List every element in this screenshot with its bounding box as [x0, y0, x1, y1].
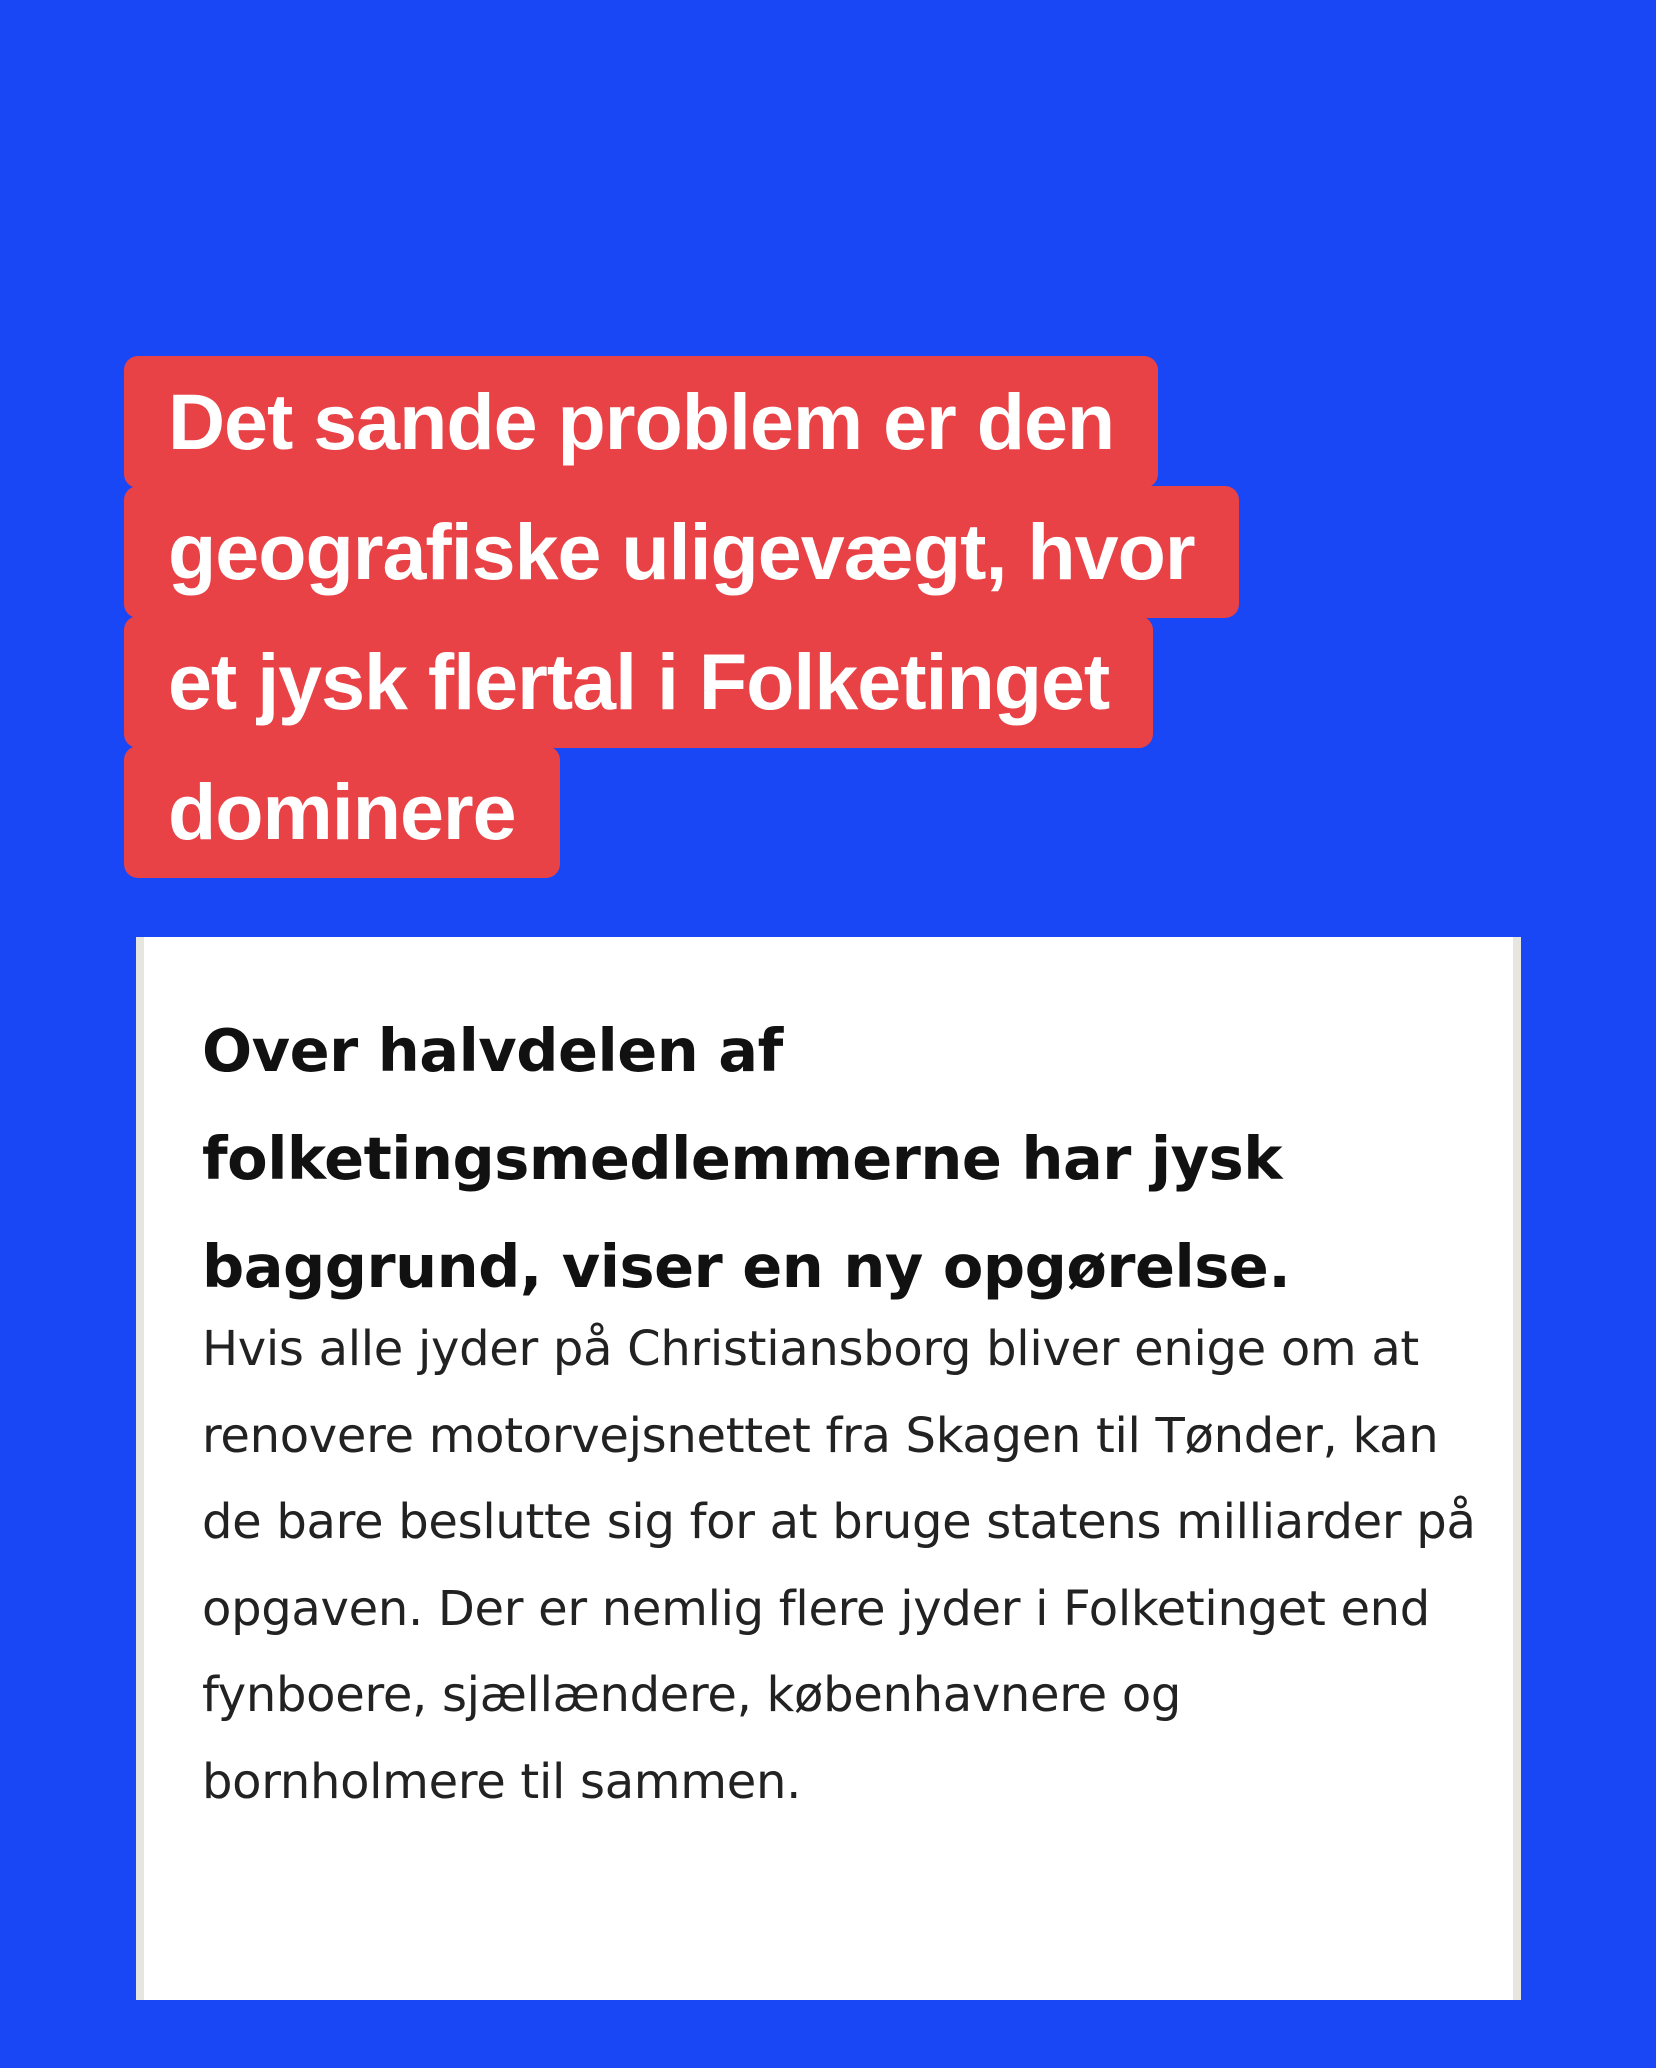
article-body: Hvis alle jyder på Christiansborg bliver enige om at renovere motorvejsnettet fra Skagen til Tønder, kan de bare beslutte sig for at bruge statens milliarder på opgaven. Der er nemlig flere jyder i Folketinget end fynboere, sjællændere, københavnere og bornholmere til sammen.	[202, 1321, 1476, 1810]
caption-line: et jysk flertal i Folketinget	[124, 616, 1153, 748]
caption-overlay	[124, 356, 1239, 878]
article-headline: Over halvdelen af folketingsmedlemmerne har jysk baggrund, viser en ny opgørelse.	[202, 1016, 1291, 1301]
caption-line: dominere	[124, 746, 560, 878]
article-card	[136, 937, 1521, 2000]
caption-line: Det sande problem er den	[124, 356, 1158, 488]
caption-line: geografiske uligevægt, hvor	[124, 486, 1239, 618]
